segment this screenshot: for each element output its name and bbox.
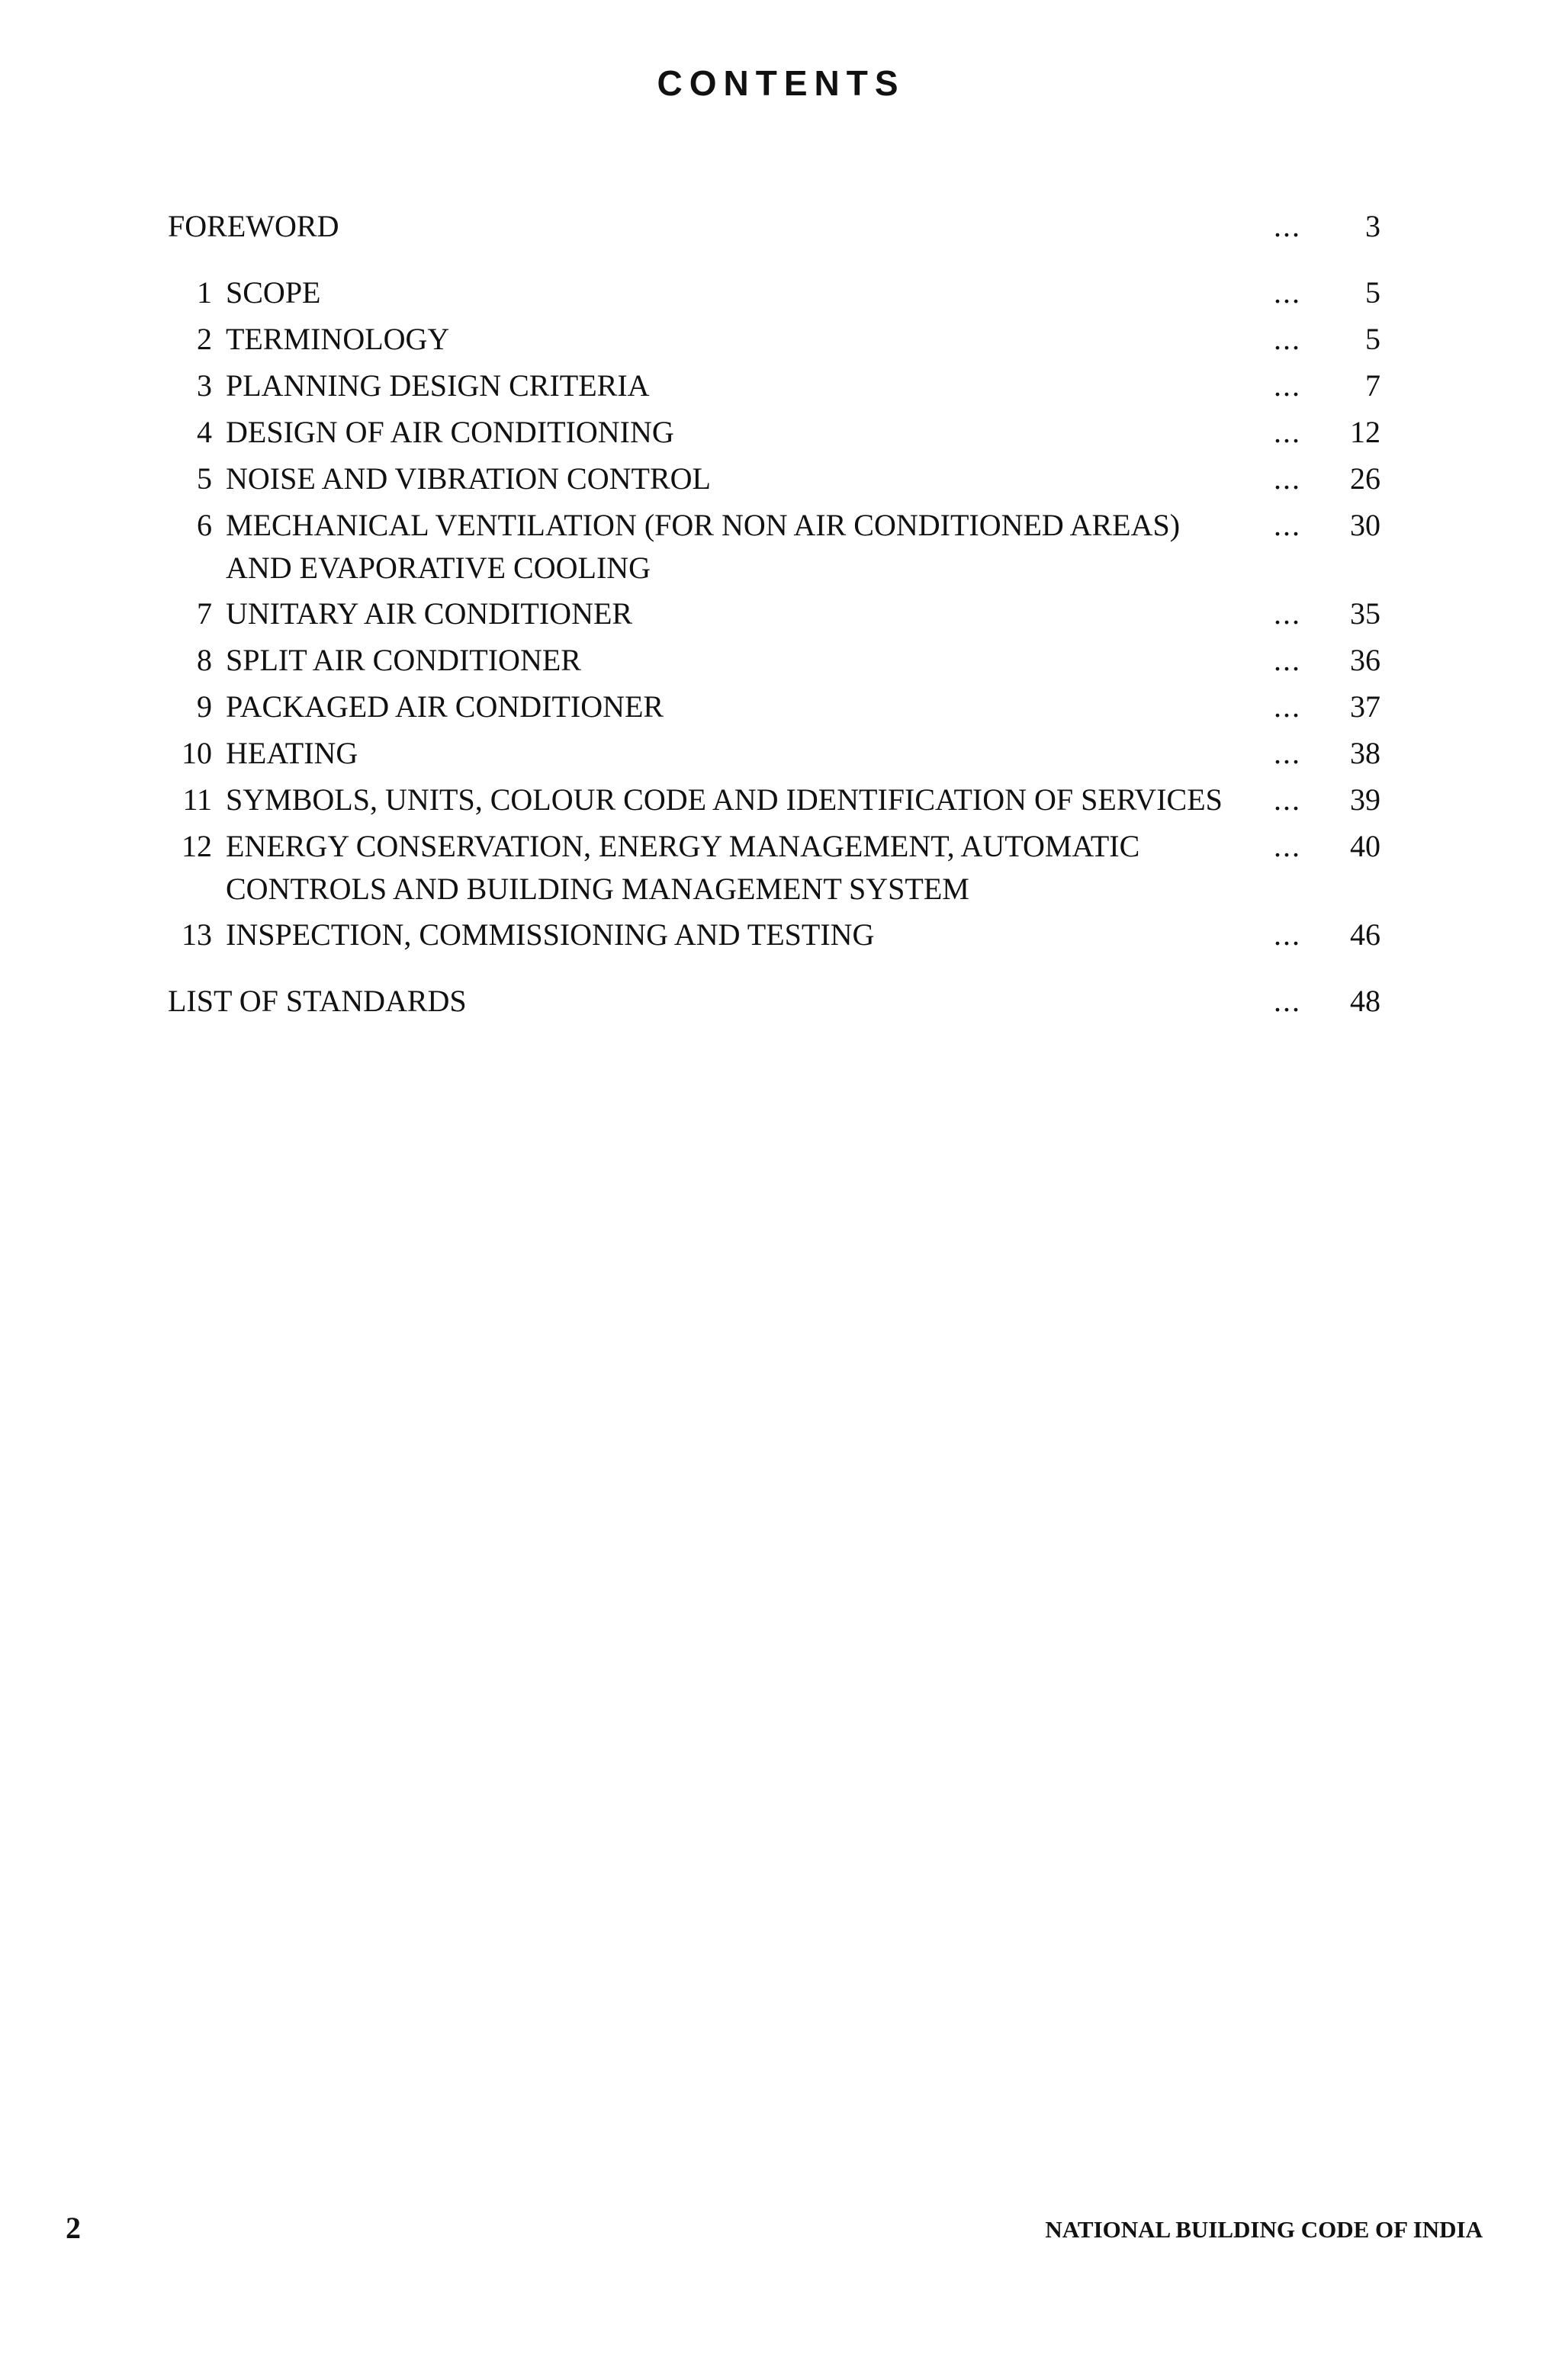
toc-entry-3[interactable] [168,362,1380,409]
toc-section-number: 4 [197,415,212,449]
toc-label: HEATING [226,736,358,770]
toc-entry-4[interactable] [168,409,1380,455]
toc-entry-12[interactable] [168,823,1380,916]
toc-section-number: 2 [197,322,212,356]
toc-section-number: 9 [197,689,212,724]
toc-label: TERMINOLOGY [226,322,450,356]
toc-page-number: 48 [1350,984,1380,1018]
toc-leader-dots: ... [1274,917,1301,952]
toc-page-number: 7 [1365,368,1380,403]
toc-entry-7[interactable] [168,590,1380,637]
toc-leader-dots: ... [1274,689,1301,724]
toc-leader-dots: ... [1274,643,1301,677]
toc-page-number: 37 [1350,689,1380,724]
toc-label-continuation: AND EVAPORATIVE COOLING [226,551,651,585]
toc-page-number: 3 [1365,209,1380,243]
toc-leader-dots: ... [1274,782,1301,817]
toc-section-number: 13 [182,917,212,952]
toc-entry-10[interactable] [168,730,1380,776]
toc-leader-dots: ... [1274,368,1301,403]
toc-section-number: 1 [197,275,212,310]
toc-page-number: 30 [1350,508,1380,542]
toc-label: ENERGY CONSERVATION, ENERGY MANAGEMENT, AUTOMATIC [226,829,1140,863]
toc-leader-dots: ... [1274,736,1301,770]
toc-label: INSPECTION, COMMISSIONING AND TESTING [226,917,875,952]
toc-section-number: 12 [182,829,212,863]
toc-label-continuation: CONTROLS AND BUILDING MANAGEMENT SYSTEM [226,872,969,906]
toc-leader-dots: ... [1274,275,1301,310]
toc-section-number: 11 [182,782,212,817]
toc-entry-13[interactable] [168,911,1380,958]
toc-leader-dots: ... [1274,415,1301,449]
toc-label: UNITARY AIR CONDITIONER [226,596,633,631]
toc-entry-2[interactable] [168,316,1380,362]
toc-leader-dots: ... [1274,596,1301,631]
toc-page-number: 46 [1350,917,1380,952]
toc-label: SCOPE [226,275,321,310]
toc-leader-dots: ... [1274,209,1301,243]
toc-label: LIST OF STANDARDS [168,984,467,1018]
toc-entry-11[interactable] [168,776,1380,823]
toc-entry-9[interactable] [168,683,1380,730]
toc-leader-dots: ... [1274,322,1301,356]
toc-section-number: 3 [197,368,212,403]
toc-page-number: 35 [1350,596,1380,631]
page-title: CONTENTS [657,63,905,103]
toc-page-number: 40 [1350,829,1380,863]
toc-page-number: 5 [1365,322,1380,356]
toc-page-number: 36 [1350,643,1380,677]
toc-leader-dots: ... [1274,461,1301,496]
toc-entry-1[interactable] [168,269,1380,316]
toc-section-number: 10 [182,736,212,770]
toc-section-number: 8 [197,643,212,677]
toc-label: NOISE AND VIBRATION CONTROL [226,461,711,496]
footer-running-title: NATIONAL BUILDING CODE OF INDIA [1045,2216,1483,2243]
toc-leader-dots: ... [1274,829,1301,863]
toc-label: SPLIT AIR CONDITIONER [226,643,581,677]
toc-page-number: 5 [1365,275,1380,310]
toc-section-number: 7 [197,596,212,631]
toc-entry-foreword[interactable] [168,203,1380,249]
toc-page-number: 38 [1350,736,1380,770]
footer-page-number: 2 [66,2211,81,2245]
toc-entry-5[interactable] [168,455,1380,502]
toc-entry-6[interactable] [168,502,1380,595]
toc-entry-list-of-standards[interactable] [168,978,1380,1024]
toc-label: FOREWORD [168,209,339,243]
toc-page-number: 39 [1350,782,1380,817]
toc-page-number: 12 [1350,415,1380,449]
toc-label: DESIGN OF AIR CONDITIONING [226,415,674,449]
toc-section-number: 6 [197,508,212,542]
toc-section-number: 5 [197,461,212,496]
toc-label: SYMBOLS, UNITS, COLOUR CODE AND IDENTIFICATION OF SERVICES [226,782,1223,817]
toc-page-number: 26 [1350,461,1380,496]
toc-entry-8[interactable] [168,637,1380,683]
toc-leader-dots: ... [1274,508,1301,542]
toc-label: PACKAGED AIR CONDITIONER [226,689,664,724]
toc-label: PLANNING DESIGN CRITERIA [226,368,650,403]
toc-label: MECHANICAL VENTILATION (FOR NON AIR CONDITIONED AREAS) [226,508,1181,542]
toc-leader-dots: ... [1274,984,1301,1018]
